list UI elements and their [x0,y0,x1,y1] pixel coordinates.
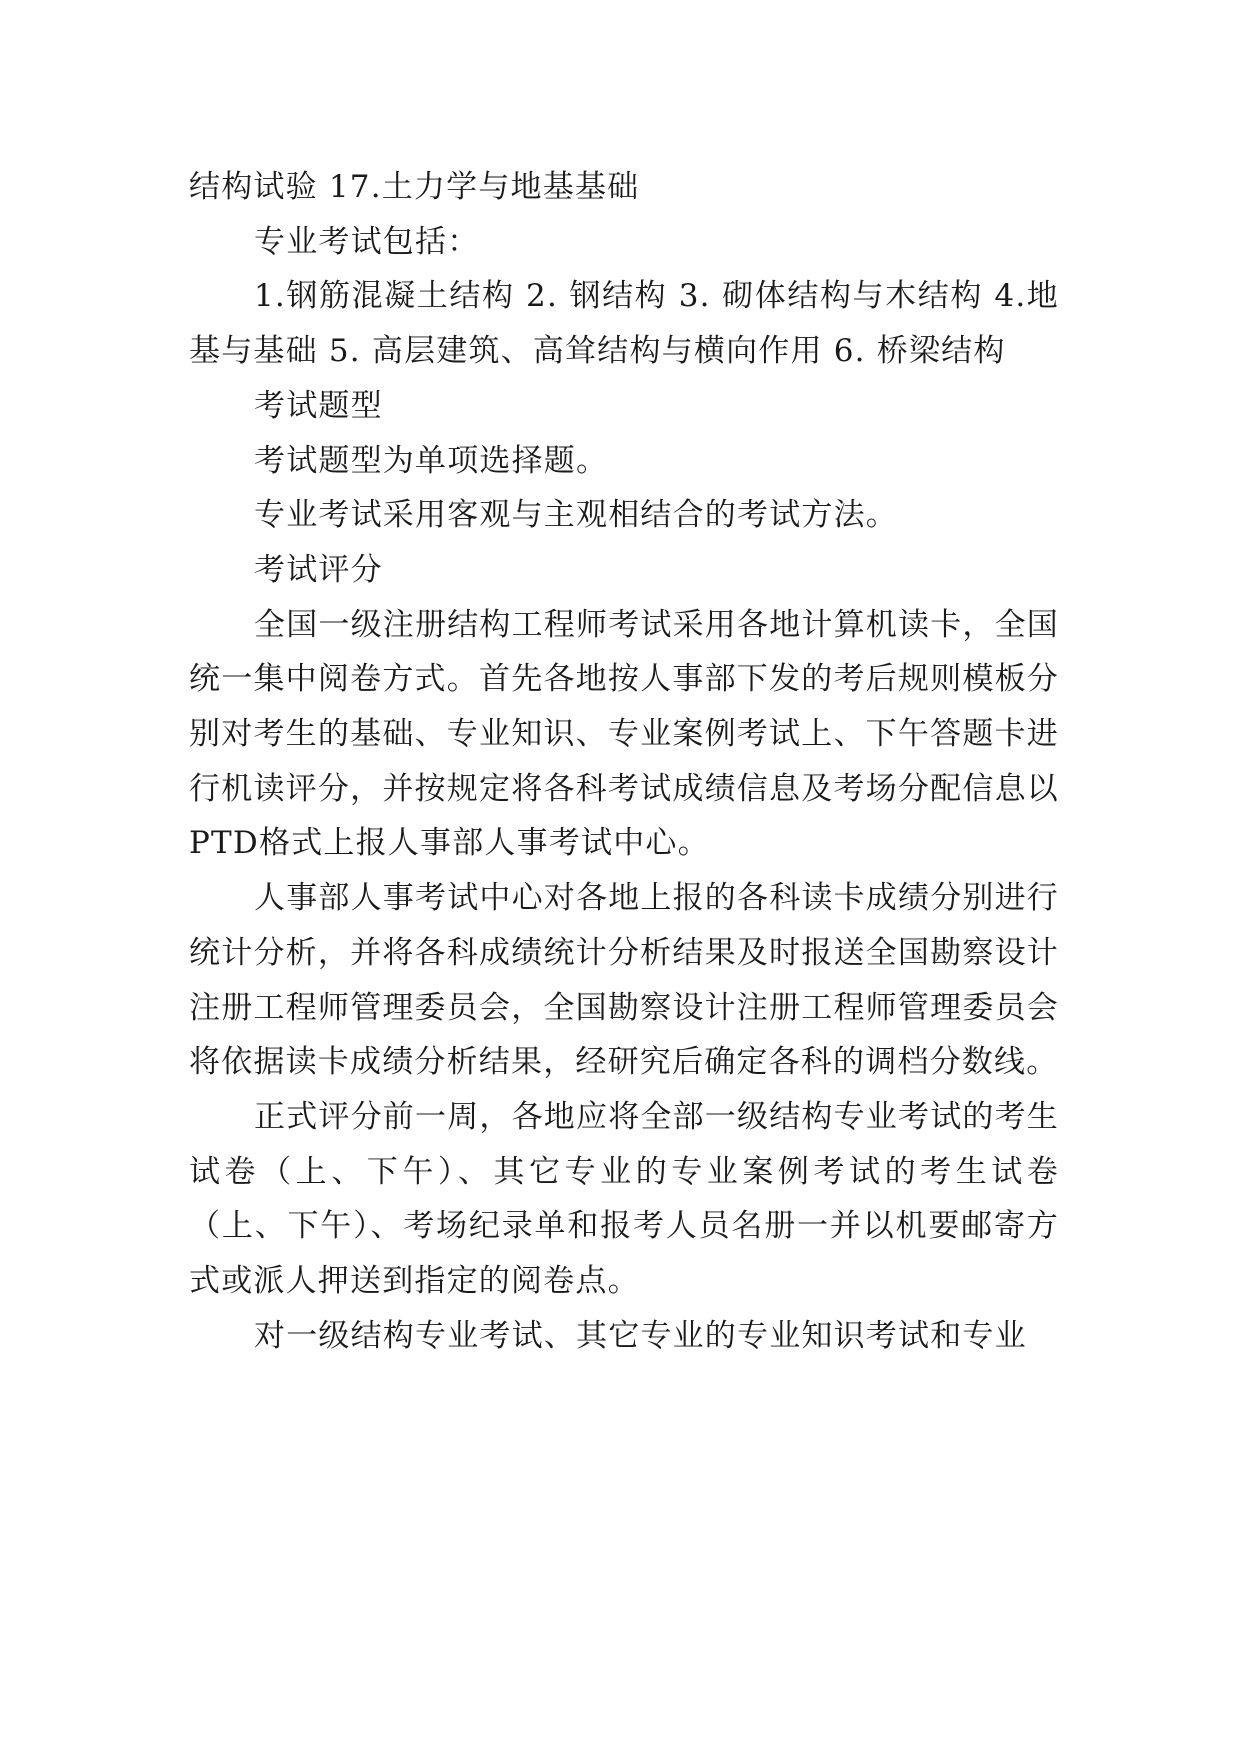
heading-exam-scoring: 考试评分 [254,551,383,588]
paragraph-paper-delivery: 正式评分前一周，各地应将全部一级结构专业考试的考生试卷（上、下午）、其它专业的专业案例考试的考生试卷（上、下午）、考场纪录单和报考人员名册一并以机要邮寄方式或派人押送到指定的阅卷点。 [189,1098,1059,1300]
paragraph-professional-exam-heading: 专业考试包括： [254,223,480,260]
paragraph-scoring-process: 全国一级注册结构工程师考试采用各地计算机读卡，全国统一集中阅卷方式。首先各地按人事部下发的考后规则模板分别对考生的基础、专业知识、专业案例考试上、下午答题卡进行机读评分，并按规定将各科考试成绩信息及考场分配信息以PTD格式上报人事部人事考试中心。 [189,606,1059,862]
paragraph-question-type: 考试题型为单项选择题。 [254,442,609,479]
document-body [189,160,1059,1363]
paragraph-statistics-analysis: 人事部人事考试中心对各地上报的各科读卡成绩分别进行统计分析，并将各科成绩统计分析结果及时报送全国勘察设计注册工程师管理委员会，全国勘察设计注册工程师管理委员会将依据读卡成绩分析结果，经研究后确定各科的调档分数线。 [189,880,1059,1081]
heading-exam-question-type: 考试题型 [254,387,383,424]
paragraph-professional-exam-subjects: 1.钢筋混凝土结构 2. 钢结构 3. 砌体结构与木结构 4.地基与基础 5. 高层建筑、高耸结构与横向作用 6. 桥梁结构 [189,278,1059,370]
paragraph-continued-text: 对一级结构专业考试、其它专业的专业知识考试和专业 [254,1317,1027,1354]
paragraph-continuation: 结构试验 17.土力学与地基基础 [189,169,640,205]
paragraph-exam-method: 专业考试采用客观与主观相结合的考试方法。 [254,497,898,534]
